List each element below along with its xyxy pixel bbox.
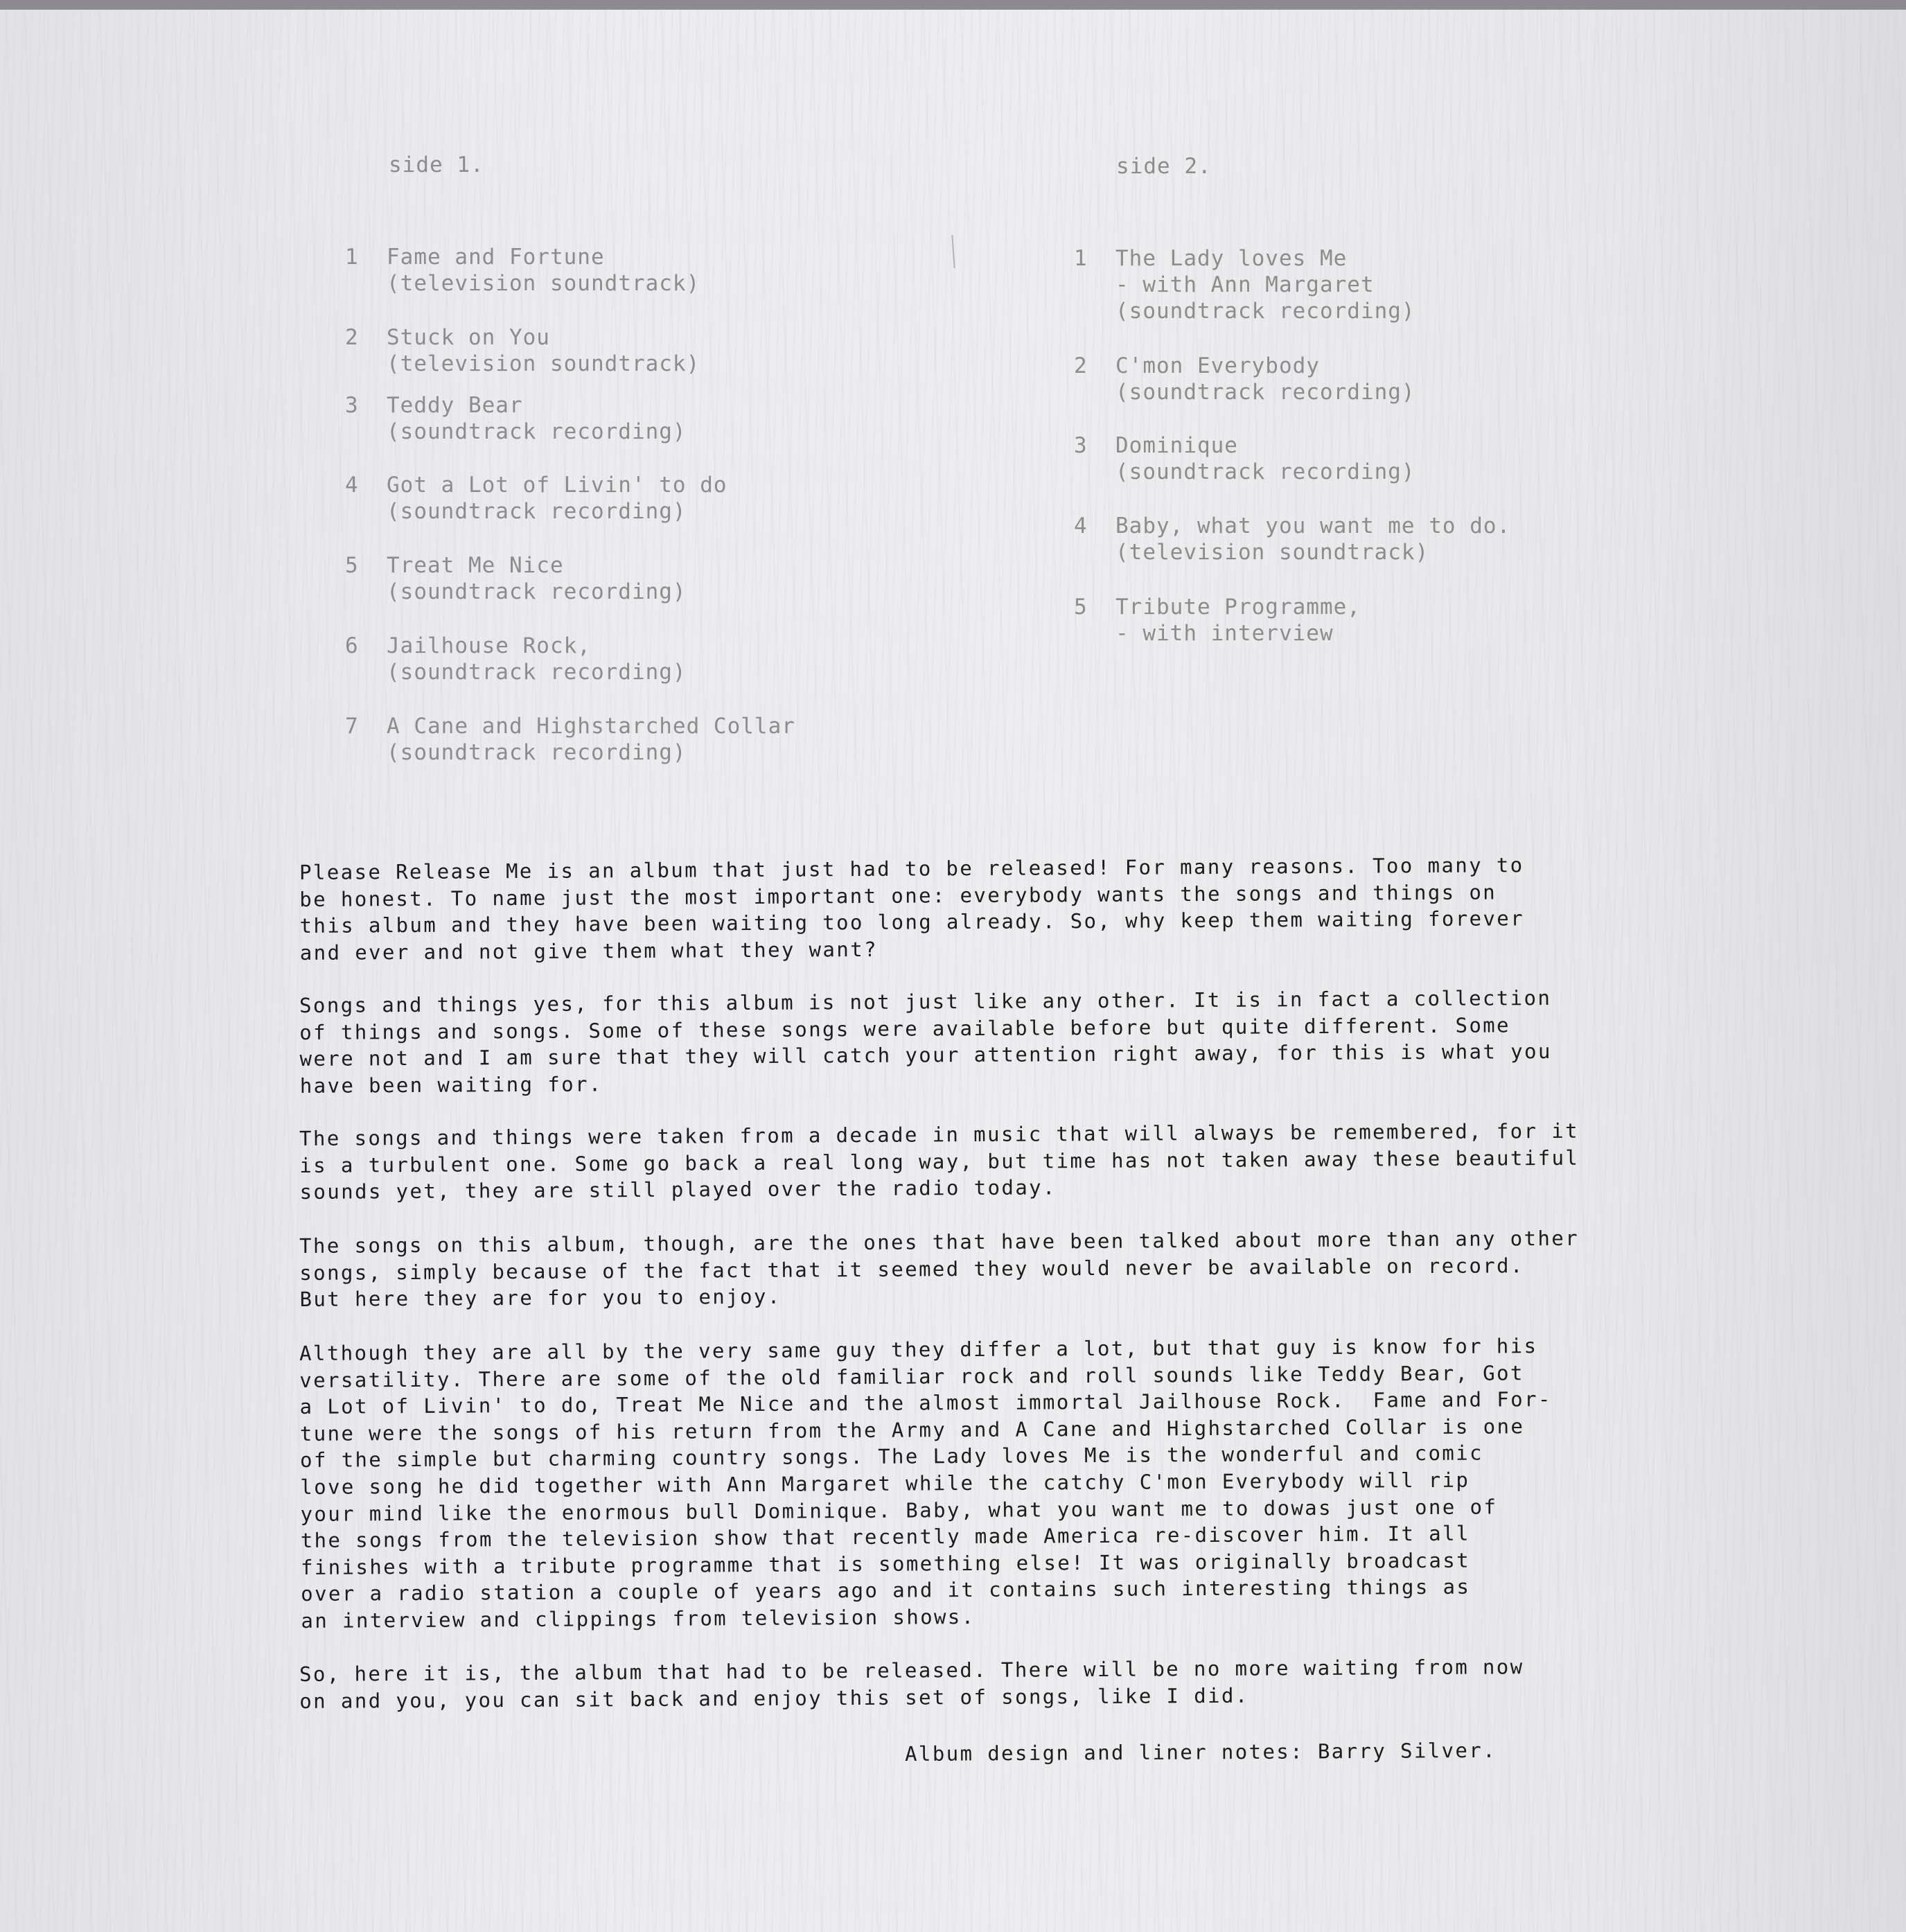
track-title: C'mon Everybody xyxy=(1115,353,1320,378)
track-number: 5 xyxy=(345,553,359,578)
track-note: (soundtrack recording) xyxy=(1115,459,1415,484)
track-note: - with Ann Margaret xyxy=(1115,272,1375,297)
side-2-heading: side 2. xyxy=(1116,154,1212,179)
track-number: 5 xyxy=(1074,595,1088,620)
track-number: 3 xyxy=(1074,433,1088,458)
side-1-heading: side 1. xyxy=(389,152,484,177)
track-number: 3 xyxy=(345,393,359,418)
liner-notes-line: of the simple but charming country songs. The Lady loves Me is the wonderful and comic xyxy=(299,1441,1484,1473)
track-title: The Lady loves Me xyxy=(1115,246,1348,271)
liner-notes-line: the songs from the television show that recently made America re-discover him. It all xyxy=(300,1521,1470,1553)
track-number: 2 xyxy=(345,325,359,350)
liner-notes-line: Although they are all by the very same guy they differ a lot, but that guy is know for his xyxy=(299,1334,1538,1365)
liner-notes-line: songs, simply because of the fact that it seemed they would never be available on record. xyxy=(299,1253,1524,1285)
liner-notes-line: The songs and things were taken from a decade in music that will always be remembered, for it xyxy=(299,1118,1580,1150)
liner-notes-line: love song he did together with Ann Margaret while the catchy C'mon Everybody will rip xyxy=(300,1468,1470,1499)
liner-notes-paragraph xyxy=(299,851,1686,967)
track-title: Jailhouse Rock, xyxy=(387,633,591,658)
side-2-track xyxy=(1074,595,1361,719)
track-title: Teddy Bear xyxy=(387,393,523,418)
liner-notes-line: your mind like the enormous bull Dominique. Baby, what you want me to dowas just one of xyxy=(300,1495,1498,1526)
track-title: Treat Me Nice xyxy=(387,553,564,578)
side-1-track xyxy=(345,714,795,838)
track-number: 4 xyxy=(345,473,359,498)
track-number: 7 xyxy=(345,714,359,739)
track-note: (soundtrack recording) xyxy=(1115,299,1415,324)
liner-notes-line: were not and I am sure that they will catch your attention right away, for this is what you xyxy=(299,1039,1552,1071)
liner-notes-line: this album and they have been waiting too long already. So, why keep them waiting forever xyxy=(299,906,1525,938)
liner-notes-line: The songs on this album, though, are the ones that have been talked about more than any other xyxy=(299,1226,1580,1258)
liner-notes-line: have been waiting for. xyxy=(299,1072,603,1098)
liner-notes-line: an interview and clippings from television shows. xyxy=(301,1604,976,1633)
track-title: A Cane and Highstarched Collar xyxy=(387,714,795,739)
liner-notes-paragraph xyxy=(299,984,1686,1100)
liner-notes-line: But here they are for you to enjoy. xyxy=(299,1284,782,1312)
track-title: Stuck on You xyxy=(387,325,550,350)
album-back-cover xyxy=(0,10,1906,1932)
track-note: (television soundtrack) xyxy=(387,351,700,376)
liner-notes-line: So, here it is, the album that had to be released. There will be no more waiting from now xyxy=(299,1655,1524,1686)
track-note: - with interview xyxy=(1115,621,1334,646)
sleeve-scratch xyxy=(951,235,955,268)
liner-notes-paragraph xyxy=(299,1332,1687,1635)
track-number: 6 xyxy=(345,633,359,658)
liner-notes-paragraph xyxy=(299,1653,1685,1714)
track-title: Fame and Fortune xyxy=(387,245,605,270)
liner-notes-line: over a radio station a couple of years ago and it contains such interesting things as xyxy=(301,1575,1471,1606)
track-note: (television soundtrack) xyxy=(1115,540,1429,565)
track-number: 4 xyxy=(1074,513,1088,538)
track-note: (soundtrack recording) xyxy=(387,740,687,765)
track-note: (soundtrack recording) xyxy=(1115,380,1415,405)
liner-notes-line: finishes with a tribute programme that is something else! It was originally broadcast xyxy=(300,1548,1471,1579)
track-title: Baby, what you want me to do. xyxy=(1115,513,1511,538)
track-title: Tribute Programme, xyxy=(1115,595,1361,620)
track-note: (soundtrack recording) xyxy=(387,499,687,524)
liner-notes-paragraph xyxy=(299,1117,1686,1206)
liner-notes-line: and ever and not give them what they want? xyxy=(299,937,879,965)
liner-notes-line: on and you, you can sit back and enjoy this set of songs, like I did. xyxy=(299,1683,1249,1713)
track-note: (soundtrack recording) xyxy=(387,419,687,444)
track-note: (soundtrack recording) xyxy=(387,660,687,685)
liner-notes-line: is a turbulent one. Some go back a real long way, but time has not taken away these beautiful xyxy=(299,1145,1580,1177)
liner-notes-credit: Album design and liner notes: Barry Silver. xyxy=(905,1738,1497,1766)
track-note: (soundtrack recording) xyxy=(387,579,687,604)
track-title: Got a Lot of Livin' to do xyxy=(387,473,727,498)
liner-notes-line: sounds yet, they are still played over the radio today. xyxy=(299,1175,1057,1204)
liner-notes-line: be honest. To name just the most important one: everybody wants the songs and things on xyxy=(299,880,1497,911)
track-number: 1 xyxy=(1074,246,1088,271)
liner-notes-line: a Lot of Livin' to do, Treat Me Nice and the almost immortal Jailhouse Rock. Fame and For- xyxy=(299,1387,1552,1419)
liner-notes-paragraph xyxy=(299,1224,1686,1313)
liner-notes-line: of things and songs. Some of these songs were available before but quite different. Some xyxy=(299,1012,1511,1044)
liner-notes-line: Please Release Me is an album that just had to be released! For many reasons. Too many to xyxy=(299,853,1524,884)
track-number: 1 xyxy=(345,245,359,270)
track-number: 2 xyxy=(1074,353,1088,378)
liner-notes-line: Songs and things yes, for this album is not just like any other. It is in fact a collection xyxy=(299,985,1552,1017)
track-title: Dominique xyxy=(1115,433,1238,458)
liner-notes-line: versatility. There are some of the old familiar rock and roll sounds like Teddy Bear, Got xyxy=(299,1360,1524,1392)
track-note: (television soundtrack) xyxy=(387,271,700,296)
liner-notes-line: tune were the songs of his return from the Army and A Cane and Highstarched Collar is one xyxy=(299,1414,1525,1446)
